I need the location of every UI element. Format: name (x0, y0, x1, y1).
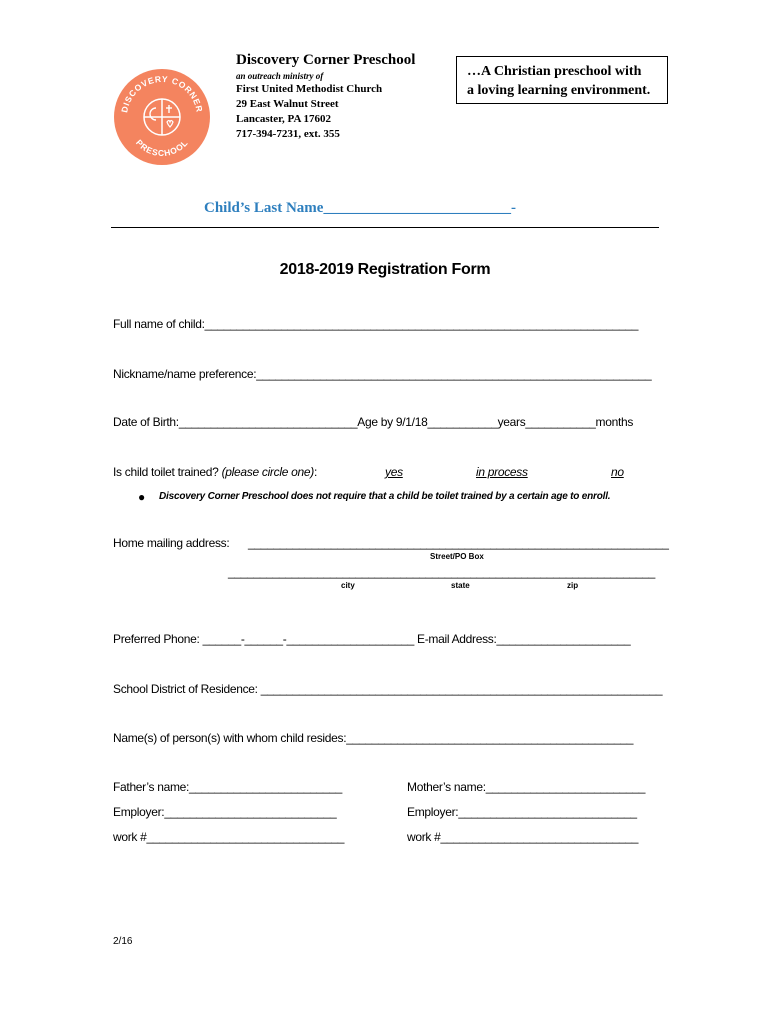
street-caption: Street/PO Box (430, 552, 484, 561)
toilet-trained-label: Is child toilet trained? (113, 465, 222, 479)
child-last-name-field[interactable]: Child’s Last Name_________________________- (204, 200, 516, 216)
form-title: 2018-2019 Registration Form (279, 261, 491, 278)
mailing-address-label: Home mailing address: (113, 536, 230, 550)
city-caption: city (341, 581, 355, 590)
church-name: First United Methodist Church (236, 83, 383, 95)
org-name: Discovery Corner Preschool (236, 52, 416, 68)
org-tagline: an outreach ministry of (236, 71, 324, 81)
state-caption: state (451, 581, 470, 590)
page-number: 2/16 (113, 936, 133, 947)
option-yes[interactable]: yes (385, 465, 403, 479)
street-address: 29 East Walnut Street (236, 98, 339, 110)
mother-work-field[interactable]: work #_______________________________ (407, 830, 639, 844)
quote-line-1: …A Christian preschool with (467, 64, 642, 79)
full-name-field[interactable]: Full name of child:____________________________________________________________________ (113, 317, 639, 331)
phone-number: 717-394-7231, ext. 355 (236, 128, 340, 140)
father-employer-field[interactable]: Employer:___________________________ (113, 805, 337, 819)
toilet-note: Discovery Corner Preschool does not require that a child be toilet trained by a certain age to enroll. (159, 491, 611, 502)
zip-caption: zip (567, 581, 579, 590)
option-in-process[interactable]: in process (476, 465, 528, 479)
header-divider (111, 227, 659, 228)
option-no[interactable]: no (611, 465, 624, 479)
mother-name-field[interactable]: Mother’s name:_________________________ (407, 780, 646, 794)
svg-text:DISCOVERY CORNER: DISCOVERY CORNER (119, 73, 205, 114)
father-work-field[interactable]: work #_______________________________ (113, 830, 345, 844)
toilet-trained-colon: : (313, 465, 317, 479)
mission-quote-box (456, 56, 668, 104)
dob-age-field[interactable]: Date of Birth:____________________________Age by 9/1/18___________years___________months (113, 415, 634, 429)
preschool-logo (113, 68, 211, 166)
toilet-trained-question (113, 465, 317, 479)
mailing-street-field[interactable]: __________________________________________________________________ (248, 536, 669, 550)
school-district-field[interactable]: School District of Residence: _______________________________________________________________ (113, 682, 663, 696)
quote-line-2: a loving learning environment. (467, 83, 651, 98)
bullet-icon: ● (138, 490, 146, 504)
nickname-field[interactable]: Nickname/name preference:______________________________________________________________ (113, 367, 652, 381)
svg-text:PRESCHOOL: PRESCHOOL (133, 137, 191, 159)
mailing-city-field[interactable]: ___________________________________________________________________ (228, 565, 656, 579)
toilet-trained-hint: (please circle one) (221, 465, 314, 479)
mother-employer-field[interactable]: Employer:____________________________ (407, 805, 637, 819)
father-name-field[interactable]: Father’s name:________________________ (113, 780, 343, 794)
city-state-zip: Lancaster, PA 17602 (236, 113, 332, 125)
resides-with-field[interactable]: Name(s) of person(s) with whom child resides:_____________________________________________ (113, 731, 634, 745)
phone-email-field[interactable]: Preferred Phone: ______-______-____________________ E-mail Address:_____________________ (113, 632, 631, 646)
